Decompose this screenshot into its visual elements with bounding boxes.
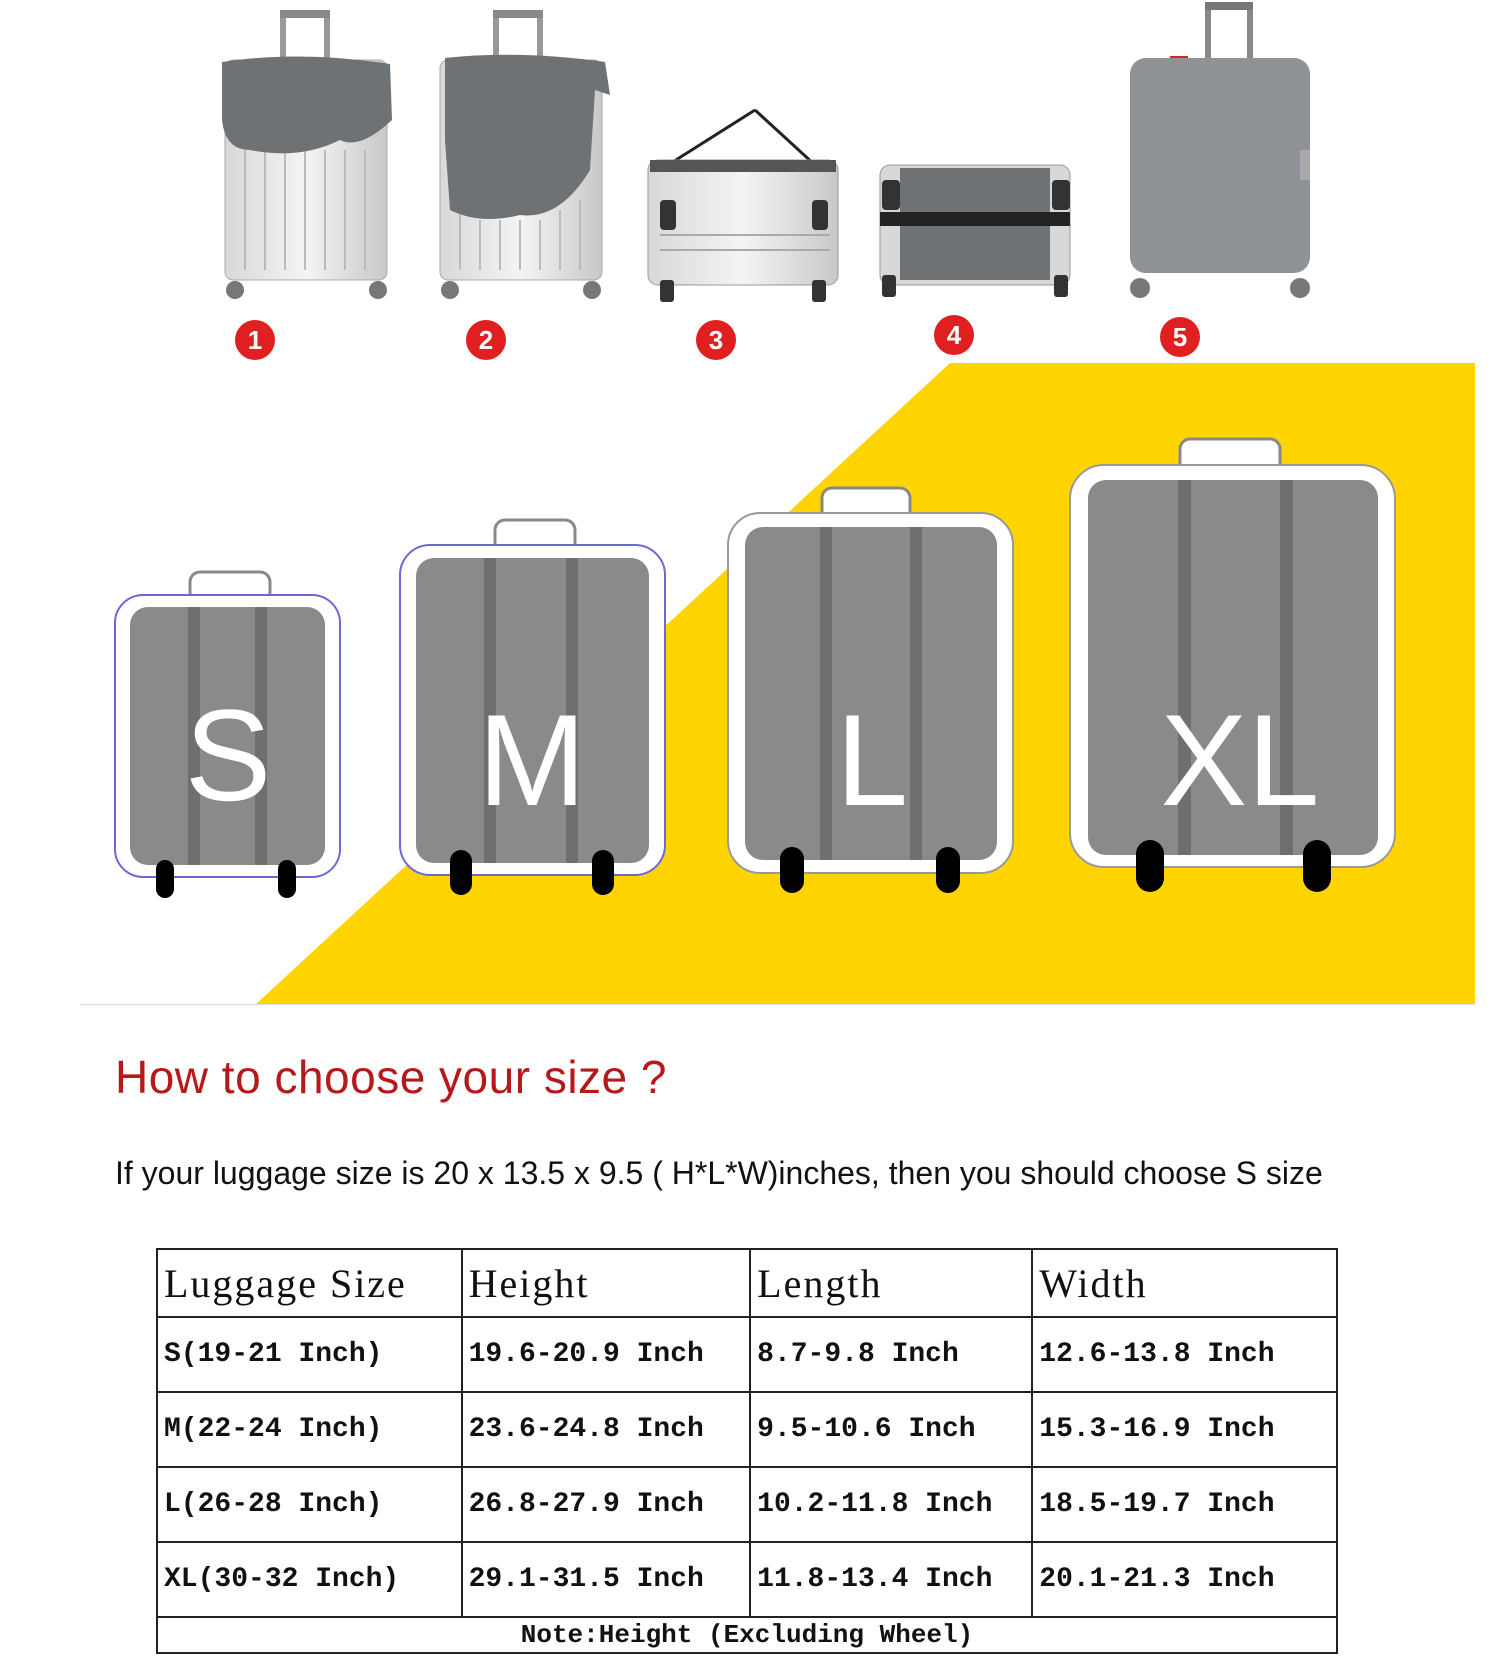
step-3-illustration	[648, 110, 838, 302]
table-cell: 11.8-13.4 Inch	[750, 1542, 1032, 1617]
table-cell: 9.5-10.6 Inch	[750, 1392, 1032, 1467]
table-cell: 19.6-20.9 Inch	[462, 1317, 751, 1392]
table-cell: XL(30-32 Inch)	[157, 1542, 462, 1617]
table-cell: 23.6-24.8 Inch	[462, 1392, 751, 1467]
column-header-width: Width	[1032, 1249, 1337, 1317]
table-row	[157, 1542, 1337, 1617]
table-cell: 18.5-19.7 Inch	[1032, 1467, 1337, 1542]
step-4-illustration	[880, 165, 1070, 297]
table-cell: 8.7-9.8 Inch	[750, 1317, 1032, 1392]
table-cell: 29.1-31.5 Inch	[462, 1542, 751, 1617]
column-header-height: Height	[462, 1249, 751, 1317]
table-cell: 10.2-11.8 Inch	[750, 1467, 1032, 1542]
table-note: Note:Height (Excluding Wheel)	[157, 1617, 1337, 1653]
table-row	[157, 1467, 1337, 1542]
table-cell: M(22-24 Inch)	[157, 1392, 462, 1467]
size-label-l: L	[835, 687, 909, 833]
step-badge: 2	[466, 320, 506, 360]
size-chart-table	[156, 1248, 1338, 1654]
step-2-illustration	[440, 10, 610, 299]
table-cell: L(26-28 Inch)	[157, 1467, 462, 1542]
column-header-luggage-size: Luggage Size	[157, 1249, 462, 1317]
size-comparison-banner	[0, 355, 1500, 1005]
size-label-s: S	[184, 682, 272, 828]
table-header-row	[157, 1249, 1337, 1317]
column-header-length: Length	[750, 1249, 1032, 1317]
installation-steps	[0, 0, 1500, 360]
step-badge: 1	[235, 320, 275, 360]
step-5-illustration	[1130, 2, 1310, 298]
size-label-m: M	[477, 687, 587, 833]
table-note-row	[157, 1617, 1337, 1653]
page-title: How to choose your size ?	[115, 1051, 667, 1103]
size-instruction: If your luggage size is 20 x 13.5 x 9.5 ( H*L*W)inches, then you should choose S size	[115, 1155, 1323, 1191]
table-cell: 12.6-13.8 Inch	[1032, 1317, 1337, 1392]
step-badge: 3	[696, 320, 736, 360]
step-badge: 4	[934, 315, 974, 355]
table-cell: 20.1-21.3 Inch	[1032, 1542, 1337, 1617]
step-1-illustration	[222, 10, 392, 299]
table-cell: 26.8-27.9 Inch	[462, 1467, 751, 1542]
table-row	[157, 1392, 1337, 1467]
step-badge: 5	[1160, 317, 1200, 357]
steps-illustration	[0, 0, 1500, 360]
table-cell: 15.3-16.9 Inch	[1032, 1392, 1337, 1467]
table-row	[157, 1317, 1337, 1392]
size-banner-illustration	[0, 355, 1500, 1005]
table-cell: S(19-21 Inch)	[157, 1317, 462, 1392]
size-label-xl: XL	[1160, 687, 1320, 833]
